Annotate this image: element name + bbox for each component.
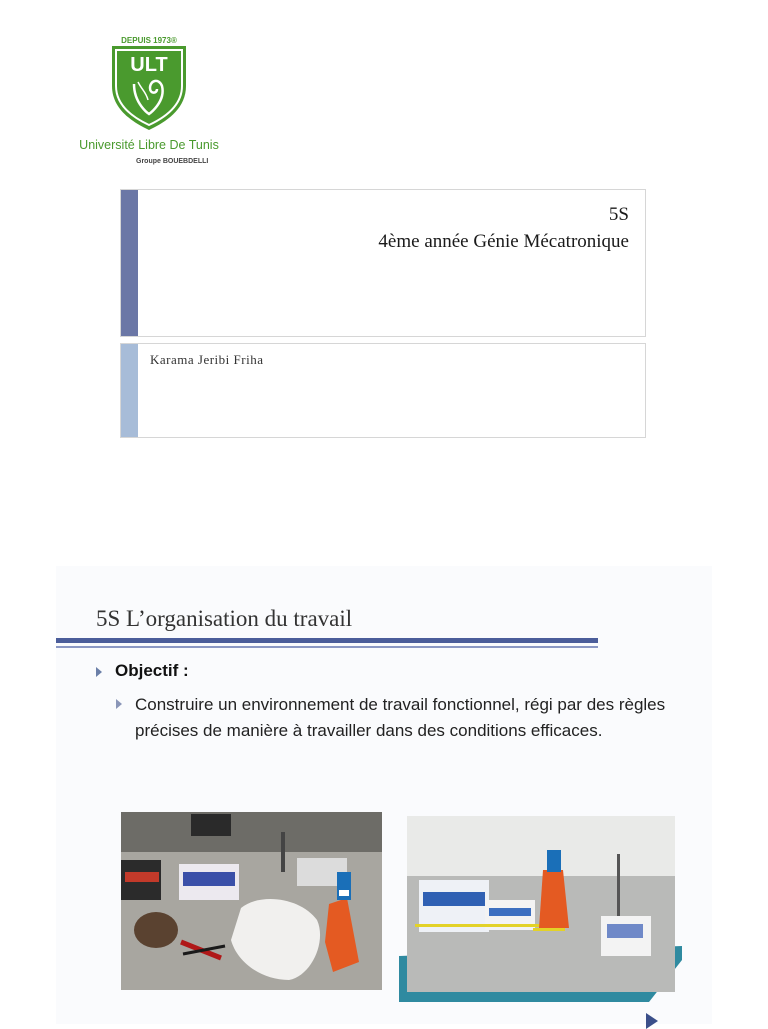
bullet-text: Construire un environnement de travail fonctionnel, régi par des règles précises de manière à travailler dans des conditions efficaces.: [135, 695, 666, 740]
author-name: Karama Jeribi Friha: [150, 352, 264, 367]
ult-shield-icon: [104, 34, 194, 134]
svg-text:ULT: ULT: [130, 54, 168, 76]
group-name: Groupe BOUEBDELLI: [136, 158, 209, 165]
title-accent-bar: [121, 190, 138, 336]
bullet-heading: Objectif :: [115, 661, 189, 680]
author-accent-bar: [121, 344, 138, 437]
heading-rule: [56, 638, 598, 643]
university-logo: [74, 34, 224, 170]
svg-text:DEPUIS 1973®: DEPUIS 1973®: [121, 36, 177, 45]
heading-rule-thin: [56, 646, 598, 648]
author-box: [120, 343, 646, 438]
slide-heading: 5S L’organisation du travail: [96, 606, 353, 631]
title-box: [120, 189, 646, 337]
slide-subtitle: 4ème année Génie Mécatronique: [378, 231, 629, 252]
university-name: Université Libre De Tunis: [79, 138, 219, 152]
bullet-arrow-icon: [96, 667, 102, 677]
next-arrow-icon: [646, 1013, 658, 1029]
photo-before: [121, 812, 382, 990]
photo-after: [407, 816, 675, 992]
content-slide: [56, 566, 712, 1024]
slide-title: 5S: [608, 204, 629, 225]
bullet-arrow-icon: [116, 699, 122, 709]
